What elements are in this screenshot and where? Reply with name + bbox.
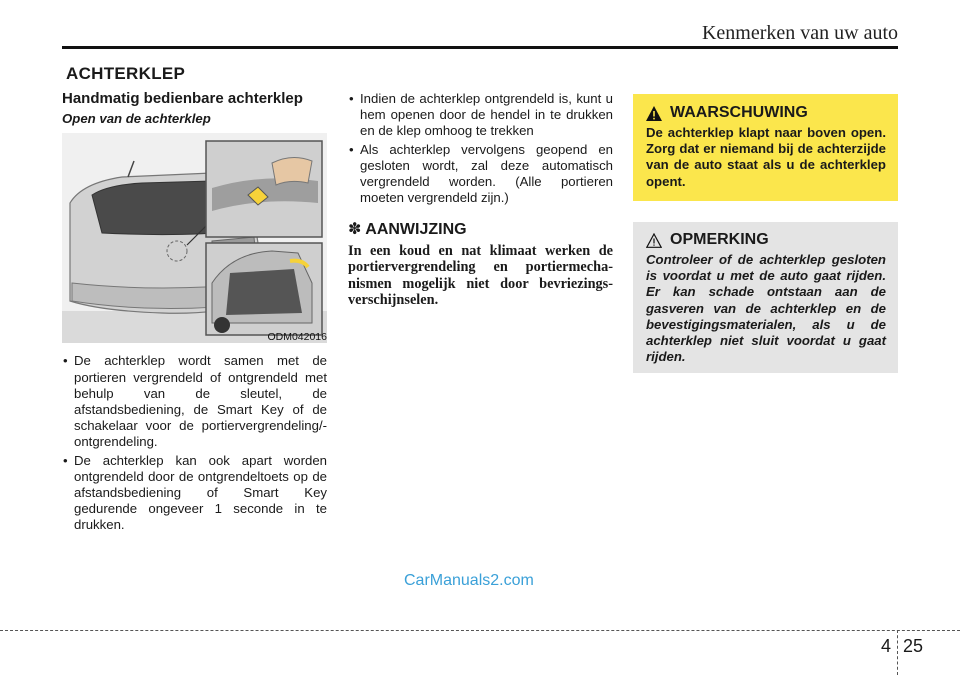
warning-heading [646, 104, 886, 122]
note-title: ✽ AANWIJZING [348, 221, 467, 239]
left-column [62, 91, 327, 536]
caution-text: Controleer of de achterklep gesloten is voordat u met de auto gaat rijden. Er kan schade ontstaan aan de gasveren van de achterklep en de bevestigingsmaterialen, als u de achterklep niet sluit voordat u gaat rijden. [646, 252, 886, 365]
list-item: • Indien de achterklep ontgrendeld is, kunt u hem openen door de hendel in te drukken en de klep omhoog te trekken [348, 91, 613, 140]
running-header: Kenmerken van uw auto [701, 22, 898, 44]
warning-text: De achterklep klapt naar boven open. Zorg dat er niemand bij de achterzijde van de auto staat als u de achterklep opent. [646, 125, 886, 189]
warning-triangle-icon [646, 106, 662, 121]
bullet-list-middle [348, 91, 613, 206]
bullet-list-left [62, 353, 327, 533]
watermark-link[interactable]: CarManuals2.com [404, 572, 534, 589]
tailgate-illustration [62, 133, 327, 343]
caution-title: OPMERKING [670, 231, 769, 248]
subsection-heading: Handmatig bedienbare achterklep [62, 90, 303, 107]
list-item: • Als achterklep vervolgens geopend en gesloten wordt, zal deze automatisch vergrendeld worden. (Alle portieren moeten vergrendeld zijn.) [348, 142, 613, 207]
warning-title: WAARSCHUWING [670, 104, 808, 121]
header-rule [62, 46, 898, 49]
warning-box [633, 94, 898, 201]
footer-rule [0, 630, 960, 631]
middle-column [348, 91, 613, 309]
tailgate-figure [62, 133, 327, 343]
chapter-number: 4 [881, 636, 892, 656]
list-item: • De achterklep wordt samen met de portieren vergrendeld of ontgrendeld met behulp van de sleutel, de afstandsbediening, de Smart Key of de schakelaar voor de portiervergrendeling/-ontgrendeling. [62, 353, 327, 450]
caution-triangle-icon [646, 233, 662, 248]
figure-caption: ODM042016 [267, 331, 327, 344]
caution-box [633, 222, 898, 373]
list-item: • De achterklep kan ook apart worden ontgrendeld door de ontgrendeltoets op de afstandsbediening of Smart Key gedurende ongeveer 1 seconde in te drukken. [62, 453, 327, 534]
caution-heading [646, 231, 886, 249]
subsection-subheading: Open van de achterklep [62, 111, 211, 127]
page-number: 25 [903, 636, 924, 656]
page-number-divider [897, 630, 898, 675]
section-title: ACHTERKLEP [66, 64, 186, 83]
note-text: In een koud en nat klimaat werken de portiervergrendeling en portiermechanismen mogelijk niet door bevriezingsverschijnselen. [348, 242, 613, 309]
